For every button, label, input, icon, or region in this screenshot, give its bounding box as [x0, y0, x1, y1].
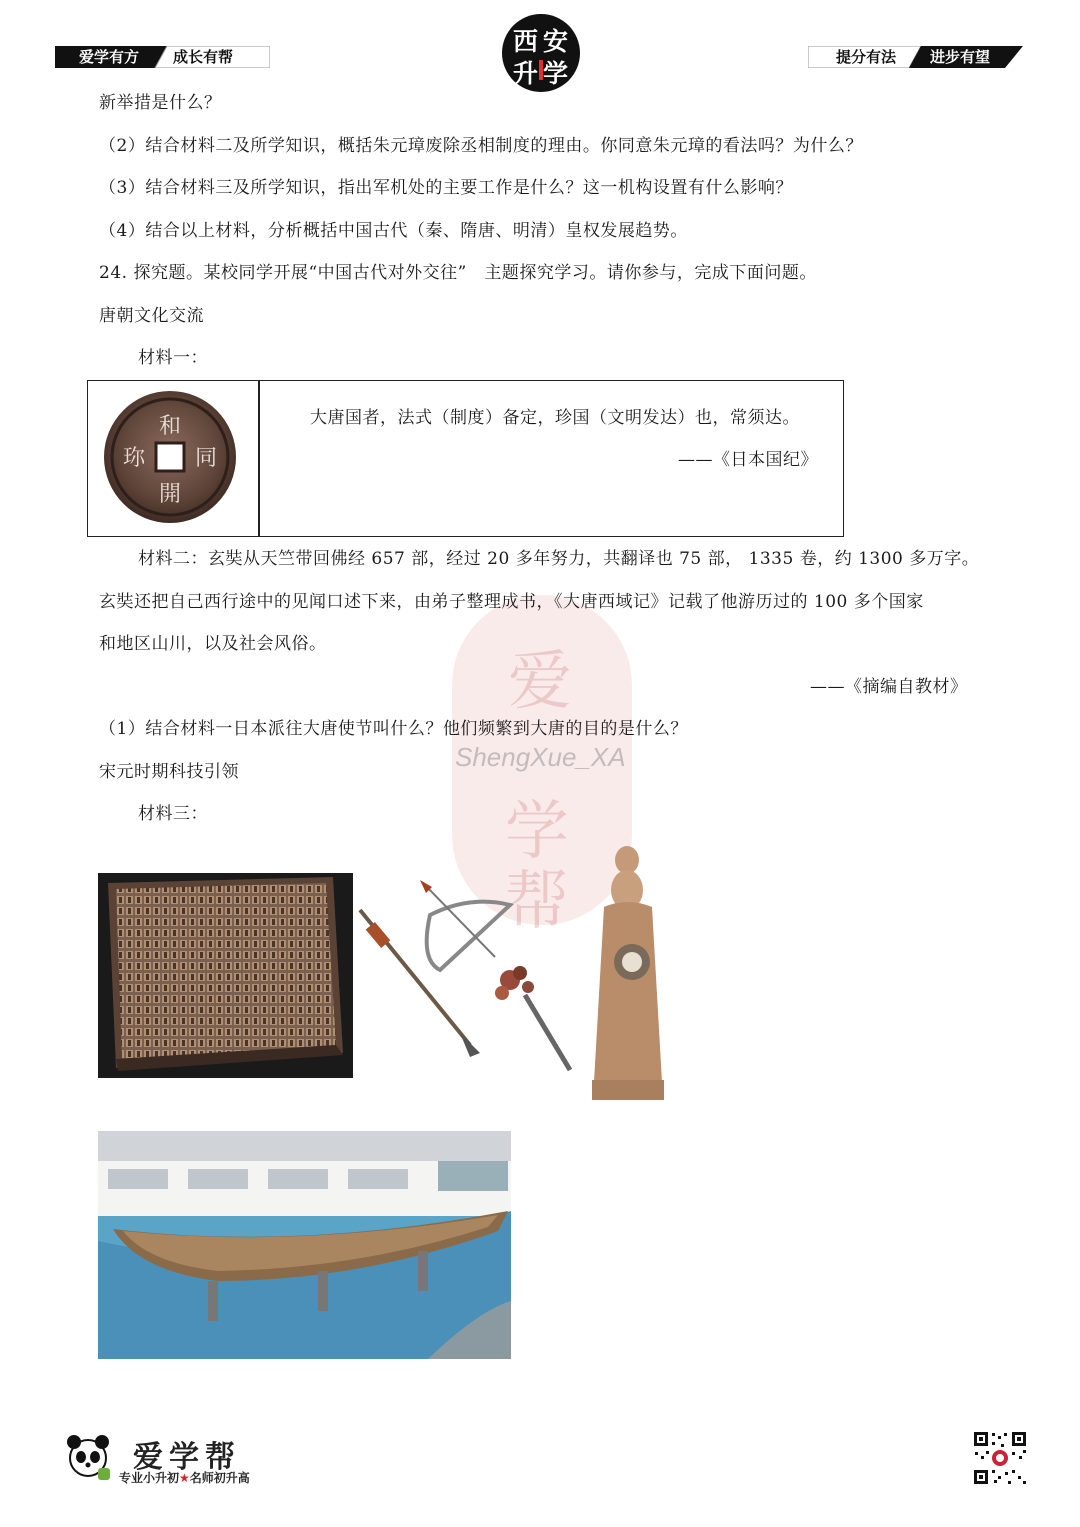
header-left-banner	[55, 46, 270, 68]
footer-brand: 爱学帮	[133, 1440, 241, 1475]
logo-char-4: 学	[543, 59, 569, 88]
banner-right-text-2: 进步有望	[930, 48, 991, 66]
logo	[502, 14, 580, 92]
material-2-line-2: 玄奘还把自己西行途中的见闻口述下来，由弟子整理成书，《大唐西域记》记载了他游历过的 100 多个国家	[99, 592, 924, 612]
material-1-quote: 大唐国者，法式（制度）备定，珍国（文明发达）也，常须达。	[310, 408, 800, 428]
material-1-box	[87, 380, 844, 537]
logo-red-mark	[539, 60, 543, 80]
question-23-4: （4）结合以上材料，分析概括中国古代（秦、隋唐、明清）皇权发展趋势。	[99, 221, 688, 241]
watermark-char-1: 爱	[508, 645, 572, 719]
panda-mascot-icon	[62, 1432, 114, 1484]
logo-char-2: 安	[543, 27, 569, 56]
coin-char-bottom: 開	[158, 482, 182, 507]
material-1-divider	[258, 381, 260, 536]
material-2-line-3: 和地区山川，以及社会风俗。	[99, 634, 327, 654]
footer-slogan	[119, 1469, 250, 1486]
question-24-title: 24. 探究题。某校同学开展“中国古代对外交往” 主题探究学习。请你参与，完成下面问题。	[99, 263, 817, 283]
coin-image	[96, 389, 246, 529]
section-tang-title: 唐朝文化交流	[99, 306, 204, 326]
banner-right-text-1: 提分有法	[836, 48, 897, 66]
figurine-image	[582, 842, 677, 1107]
banner-left-text-2: 成长有帮	[173, 48, 234, 66]
logo-char-3: 升	[513, 59, 539, 88]
fire-weapons-image	[350, 875, 585, 1085]
ship-museum-image	[98, 1131, 511, 1359]
question-23-3: （3）结合材料三及所学知识，指出军机处的主要工作是什么？这一机构设置有什么影响？	[99, 178, 793, 198]
question-24-1: （1）结合材料一日本派往大唐使节叫什么？他们频繁到大唐的目的是什么？	[99, 719, 688, 739]
footer-slogan-a: 专业小升初	[119, 1471, 180, 1485]
coin-char-left: 珎	[122, 446, 146, 471]
movable-type-image	[98, 873, 353, 1078]
material-1-label: 材料一：	[138, 348, 208, 368]
coin-char-top: 和	[158, 414, 182, 439]
question-23-2: （2）结合材料二及所学知识，概括朱元璋废除丞相制度的理由。你同意朱元璋的看法吗？为什么？	[99, 136, 863, 156]
header-right-banner	[808, 46, 1023, 68]
watermark-char-2: 学	[505, 795, 569, 869]
material-1-source: ——《日本国纪》	[678, 450, 818, 470]
footer-star-icon: ★	[179, 1471, 190, 1485]
watermark-char-3: 帮	[505, 865, 569, 939]
material-2-source: ——《摘编自教材》	[810, 677, 968, 697]
watermark-text: ShengXue_XA	[455, 742, 626, 772]
footer-slogan-b: 名师初升高	[189, 1471, 250, 1485]
material-2-line-1: 材料二：玄奘从天竺带回佛经 657 部，经过 20 多年努力，共翻译也 75 部， 1335 卷，约 1300 多万字。	[138, 549, 980, 569]
coin-char-right: 同	[194, 446, 218, 471]
qr-code-icon	[972, 1430, 1028, 1486]
section-song-yuan-title: 宋元时期科技引领	[99, 762, 239, 782]
banner-left-text-1: 爱学有方	[79, 48, 140, 66]
material-3-label: 材料三：	[138, 804, 208, 824]
logo-char-1: 西	[513, 27, 539, 56]
question-23-1-tail: 新举措是什么？	[99, 93, 222, 113]
